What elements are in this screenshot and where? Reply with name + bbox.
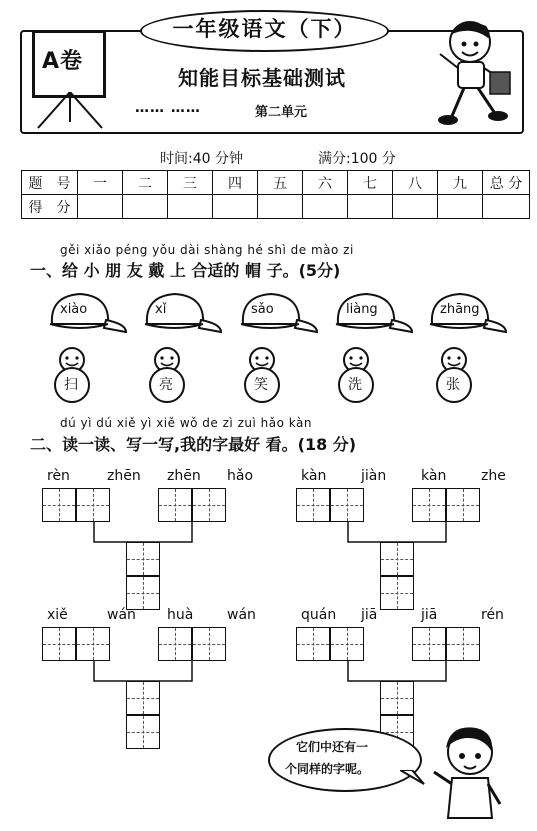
cap-pinyin: sǎo	[251, 302, 274, 317]
writing-box[interactable]	[446, 627, 480, 661]
shared-char-box[interactable]	[126, 715, 160, 749]
table-cell: 题 号	[22, 171, 78, 195]
writing-box[interactable]	[412, 488, 446, 522]
table-cell: 得 分	[22, 195, 78, 219]
bubble-line-1: 它们中还有一	[296, 740, 369, 754]
char-label: 洗	[348, 377, 362, 393]
q2-instruction: 二、读一读、写一写,我的字最好 看。(18 分)	[30, 435, 357, 454]
grid-pinyin: rén	[481, 607, 504, 623]
table-cell: 九	[438, 171, 483, 195]
bubble-tail-icon	[400, 770, 430, 790]
cap-pinyin: zhāng	[440, 302, 480, 317]
cap-icon	[46, 290, 130, 336]
time-limit: 时间:40 分钟	[160, 151, 243, 167]
writing-box[interactable]	[446, 488, 480, 522]
table-cell: 七	[348, 171, 393, 195]
grid-pinyin: jiā	[421, 607, 438, 623]
writing-box[interactable]	[296, 488, 330, 522]
table-cell: 四	[213, 171, 258, 195]
writing-box[interactable]	[158, 488, 192, 522]
grid-pinyin: kàn	[301, 468, 327, 484]
writing-box[interactable]	[296, 627, 330, 661]
full-score: 满分:100 分	[318, 151, 396, 167]
grid-pinyin: wán	[227, 607, 256, 623]
grid-pinyin: huà	[167, 607, 194, 623]
char-label: 张	[446, 377, 460, 393]
grade-banner: 一年级语文（下）	[140, 10, 389, 52]
table-cell: 总 分	[483, 171, 530, 195]
writing-box[interactable]	[158, 627, 192, 661]
easel-legs-icon	[30, 92, 110, 132]
running-boy-illustration	[432, 12, 517, 130]
score-input-cell[interactable]	[348, 195, 393, 219]
table-cell: 五	[258, 171, 303, 195]
grid-pinyin: jiàn	[361, 468, 387, 484]
paper-label: A卷	[42, 49, 84, 74]
shared-char-box[interactable]	[380, 542, 414, 576]
table-row	[22, 171, 530, 195]
grid-pinyin: rèn	[47, 468, 70, 484]
writing-box[interactable]	[76, 488, 110, 522]
score-input-cell[interactable]	[483, 195, 530, 219]
grid-pinyin: zhe	[481, 468, 506, 484]
writing-box[interactable]	[42, 488, 76, 522]
grid-pinyin: jiā	[361, 607, 378, 623]
q2-pinyin: dú yì dú xiě yì xiě wǒ de zì zuì hǎo kàn	[60, 416, 312, 430]
score-input-cell[interactable]	[258, 195, 303, 219]
grid-pinyin: xiě	[47, 607, 68, 623]
unit-label: 第二单元	[255, 105, 308, 120]
cap-pinyin: xǐ	[155, 302, 167, 317]
table-row	[22, 195, 530, 219]
writing-box[interactable]	[330, 627, 364, 661]
shared-char-box[interactable]	[126, 681, 160, 715]
q1-instruction: 一、给 小 朋 友 戴 上 合适的 帽 子。(5分)	[30, 261, 341, 280]
table-cell: 一	[78, 171, 123, 195]
table-cell: 二	[123, 171, 168, 195]
writing-box[interactable]	[192, 627, 226, 661]
writing-box[interactable]	[192, 488, 226, 522]
shared-char-box[interactable]	[380, 681, 414, 715]
grid-pinyin: wán	[107, 607, 136, 623]
char-label: 亮	[159, 377, 173, 393]
score-input-cell[interactable]	[438, 195, 483, 219]
score-input-cell[interactable]	[303, 195, 348, 219]
char-label: 笑	[254, 377, 268, 393]
cap-pinyin: xiào	[60, 302, 88, 317]
dots-decoration: …… ……	[135, 100, 201, 116]
table-cell: 八	[393, 171, 438, 195]
writing-box[interactable]	[76, 627, 110, 661]
score-input-cell[interactable]	[168, 195, 213, 219]
cap-icon	[237, 290, 321, 336]
score-input-cell[interactable]	[123, 195, 168, 219]
score-input-cell[interactable]	[393, 195, 438, 219]
score-input-cell[interactable]	[213, 195, 258, 219]
grid-pinyin: hǎo	[227, 468, 254, 484]
char-label: 扫	[64, 377, 78, 393]
writing-box[interactable]	[330, 488, 364, 522]
grid-pinyin: zhēn	[107, 468, 141, 484]
table-cell: 六	[303, 171, 348, 195]
bubble-line-2: 个同样的字呢。	[285, 762, 370, 776]
shared-char-box[interactable]	[126, 542, 160, 576]
q1-pinyin: gěi xiǎo péng yǒu dài shàng hé shì de mào zi	[60, 243, 354, 257]
writing-box[interactable]	[42, 627, 76, 661]
score-table	[21, 170, 530, 219]
score-input-cell[interactable]	[78, 195, 123, 219]
grid-pinyin: zhēn	[167, 468, 201, 484]
grid-pinyin: quán	[301, 607, 337, 623]
writing-box[interactable]	[412, 627, 446, 661]
page-title: 知能目标基础测试	[178, 66, 346, 90]
cap-pinyin: liàng	[346, 302, 378, 317]
pointing-girl-illustration	[428, 722, 508, 827]
shared-char-box[interactable]	[380, 576, 414, 610]
shared-char-box[interactable]	[126, 576, 160, 610]
grid-pinyin: kàn	[421, 468, 447, 484]
cap-icon	[141, 290, 225, 336]
table-cell: 三	[168, 171, 213, 195]
